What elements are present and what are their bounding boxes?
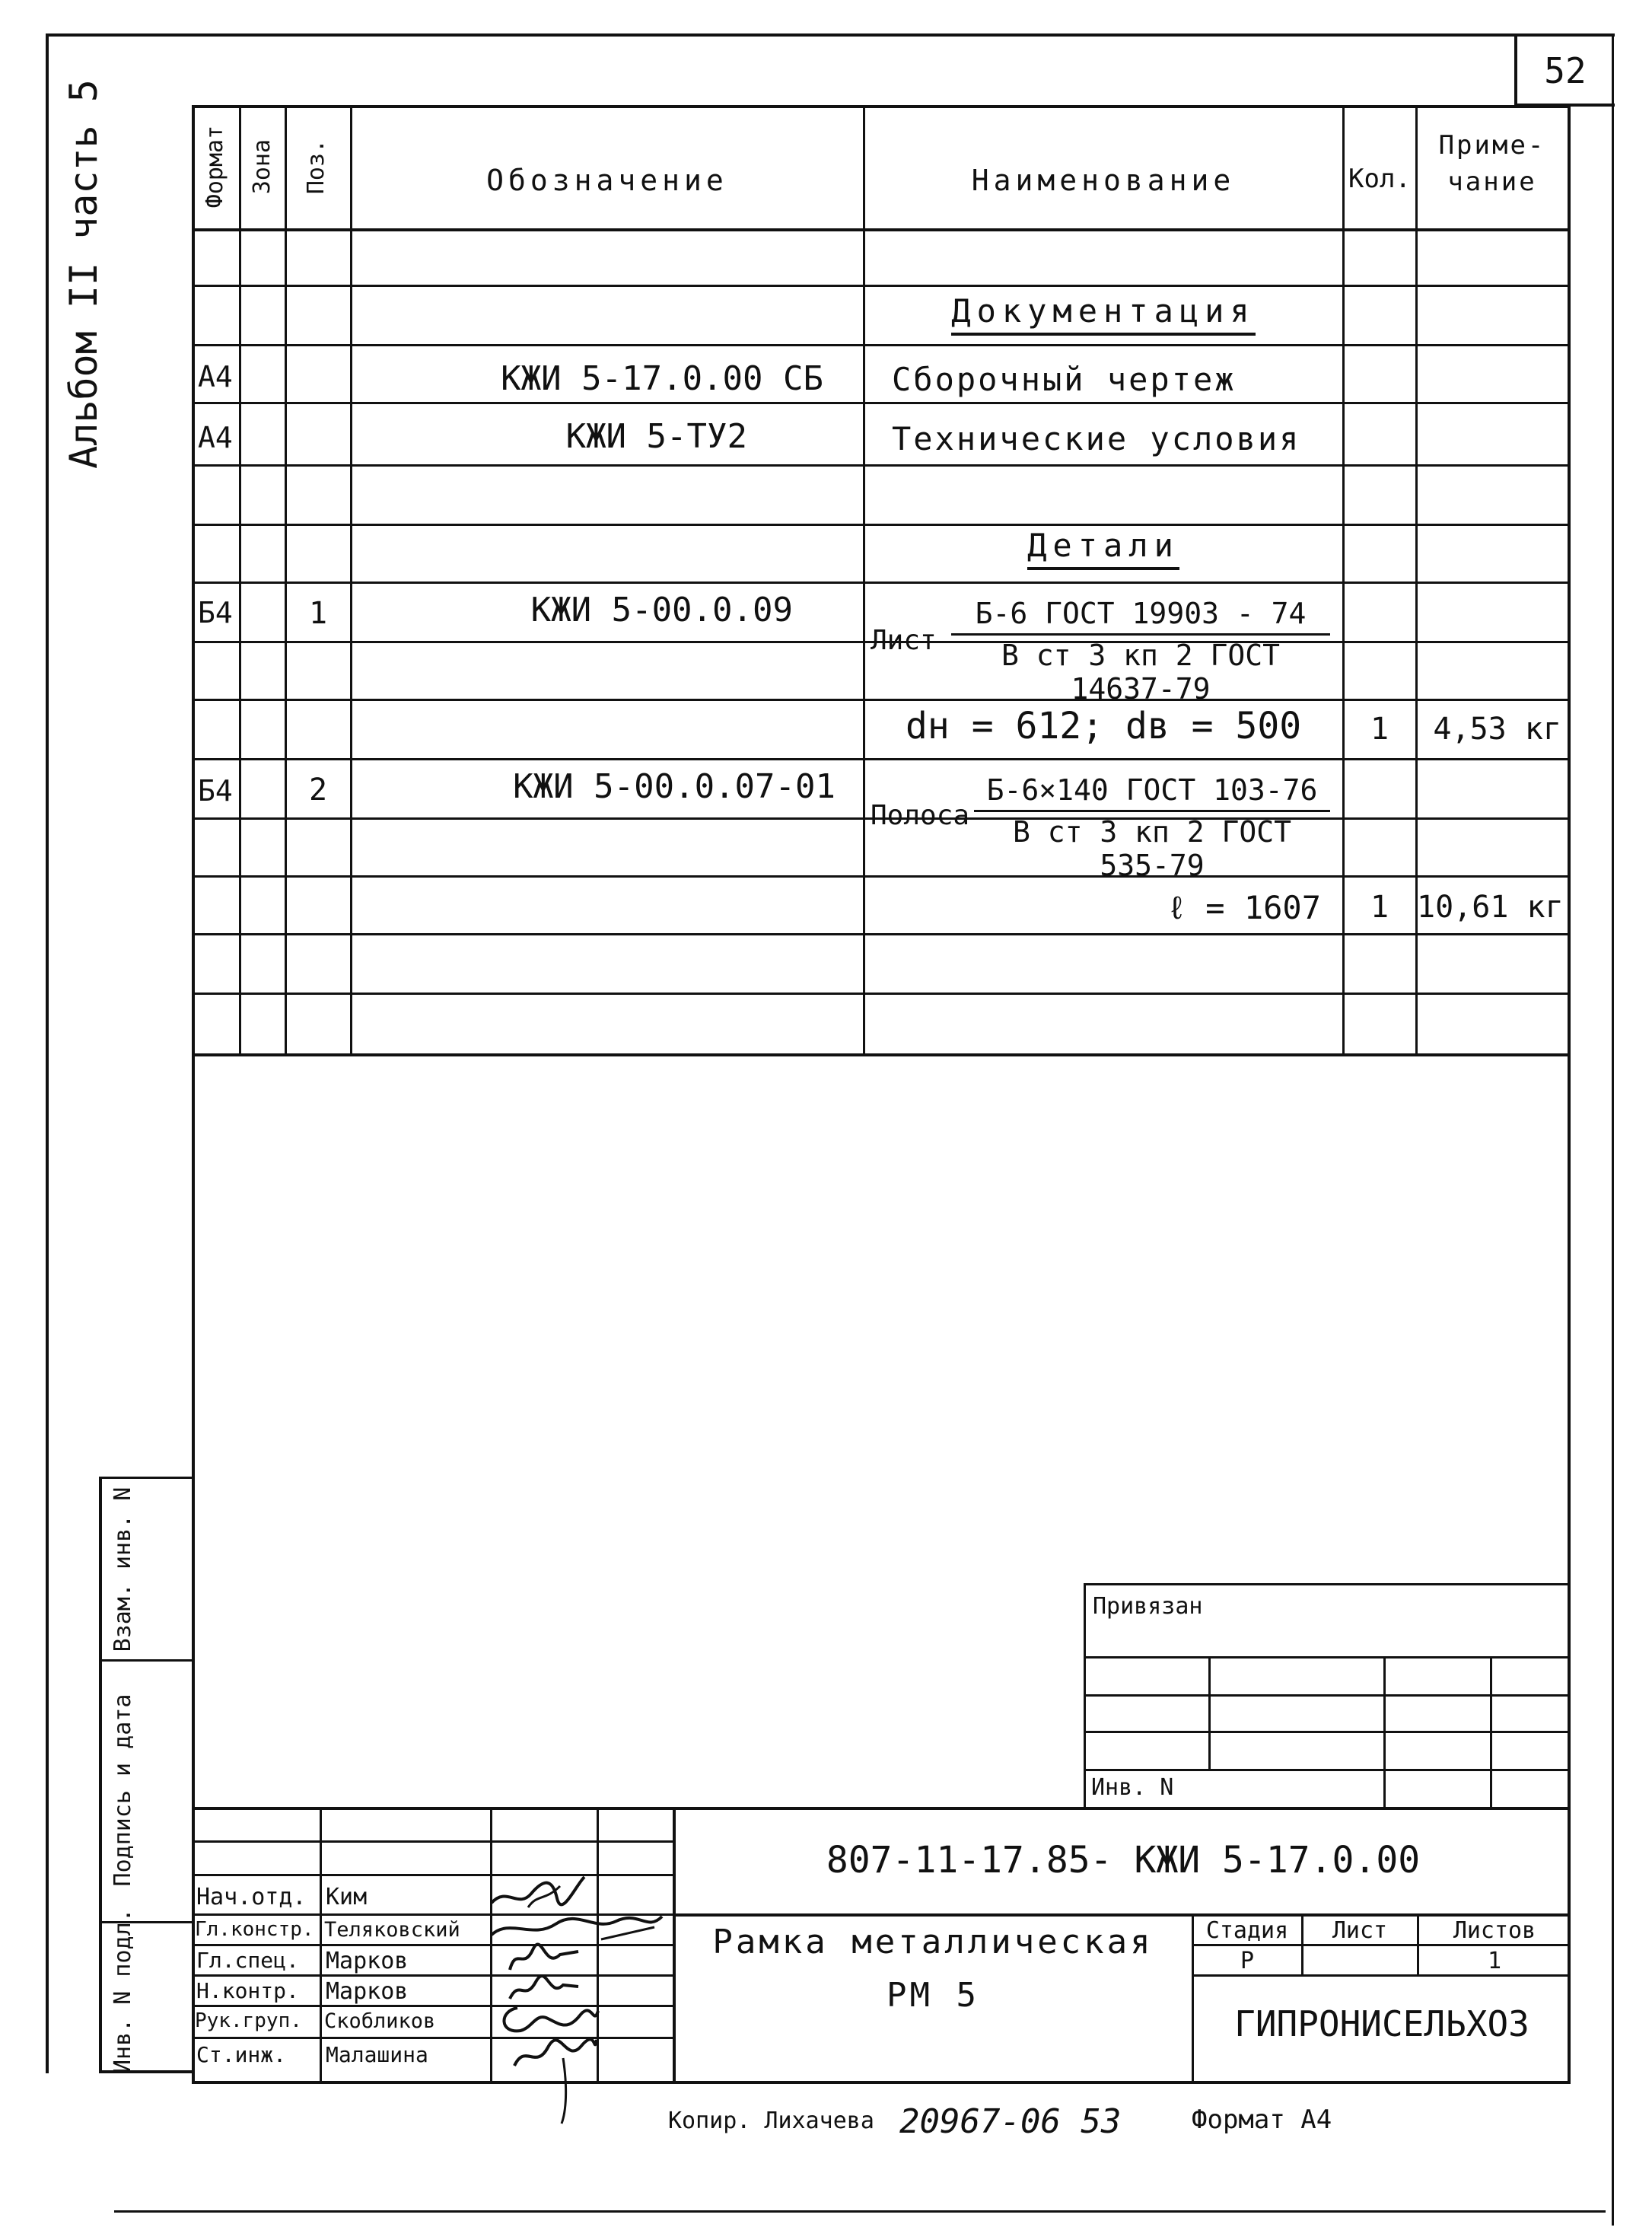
tb-sheets: 1 bbox=[1487, 1948, 1502, 1974]
doc1-format: А4 bbox=[198, 360, 233, 394]
header-name: Наименование bbox=[971, 164, 1236, 197]
tb-stage-label: Стадия bbox=[1205, 1917, 1289, 1944]
tb-stage: Р bbox=[1240, 1948, 1255, 1974]
doc1-name: Сборочный чертеж bbox=[892, 361, 1237, 398]
det2-fraction-den: В ст 3 кп 2 ГОСТ 535-79 bbox=[1012, 815, 1292, 882]
priv-inv: Инв. N bbox=[1091, 1774, 1174, 1801]
tb-left-row bbox=[192, 1874, 673, 1876]
person-2: Теляковский bbox=[324, 1918, 460, 1942]
det1-qty: 1 bbox=[1370, 712, 1389, 747]
doc2-name: Технические условия bbox=[892, 420, 1301, 457]
det1-fraction-num: Б-6 ГОСТ 19903 - 74 bbox=[951, 597, 1330, 636]
footer-copied: Копир. Лихачева bbox=[668, 2108, 874, 2134]
priv-row bbox=[1084, 1694, 1571, 1697]
role-6: Ст.инж. bbox=[196, 2042, 287, 2067]
tb-org: ГИПРОНИСЕЛЬХОЗ bbox=[1234, 2003, 1529, 2044]
role-5: Рук.груп. bbox=[195, 2009, 302, 2032]
det1-pos: 1 bbox=[308, 596, 328, 631]
priv-col bbox=[1383, 1656, 1386, 1808]
det2-fraction bbox=[974, 773, 1330, 882]
tb-name-1: Рамка металлическая bbox=[712, 1923, 1154, 1961]
row-line bbox=[192, 285, 1571, 287]
tb-left-row bbox=[192, 1840, 673, 1843]
col-line-4 bbox=[863, 105, 865, 1055]
header-pos: Поз. bbox=[303, 139, 329, 195]
left-stamp-line bbox=[99, 1659, 193, 1662]
row-line bbox=[192, 582, 1571, 584]
row-line bbox=[192, 524, 1571, 526]
footer-format: Формат А4 bbox=[1192, 2105, 1332, 2135]
tb-code-bottom bbox=[673, 1913, 1571, 1917]
page-number: 52 bbox=[1544, 50, 1587, 91]
row-line bbox=[192, 758, 1571, 760]
tb-top bbox=[192, 1807, 1571, 1810]
det1-prefix: Лист bbox=[871, 625, 937, 656]
section-documentation-text: Документация bbox=[951, 292, 1255, 336]
table-top bbox=[192, 105, 1571, 108]
person-1: Ким bbox=[326, 1884, 368, 1910]
tb-col bbox=[320, 1807, 322, 2082]
priv-row bbox=[1084, 1731, 1571, 1733]
priv-col bbox=[1208, 1656, 1211, 1770]
doc2-designation: КЖИ 5-ТУ2 bbox=[565, 417, 747, 456]
album-label: Альбом II часть 5 bbox=[62, 79, 106, 469]
right-edge-line bbox=[1612, 33, 1614, 2226]
left-stamp-outer bbox=[99, 1477, 102, 2073]
inner-frame-bottom bbox=[192, 2081, 1571, 2084]
col-line-1 bbox=[239, 105, 241, 1055]
det1-dims: dн = 612; dв = 500 bbox=[906, 705, 1302, 747]
section-details-text: Детали bbox=[1027, 527, 1179, 570]
det2-qty: 1 bbox=[1370, 890, 1389, 925]
section-documentation bbox=[864, 292, 1342, 330]
person-6: Малашина bbox=[326, 2042, 428, 2067]
priv-title: Привязан bbox=[1093, 1593, 1203, 1620]
det2-prefix: Полоса bbox=[871, 800, 970, 831]
left-stamp-line bbox=[99, 1477, 193, 1479]
header-bottom bbox=[192, 228, 1571, 231]
person-3: Марков bbox=[326, 1948, 409, 1974]
col-line-3 bbox=[350, 105, 352, 1055]
table-bottom bbox=[192, 1053, 1571, 1056]
person-4: Марков bbox=[326, 1978, 409, 2005]
bottom-rule bbox=[114, 2210, 1606, 2213]
priv-row bbox=[1084, 1656, 1571, 1658]
row-line bbox=[192, 402, 1571, 404]
tb-sheet-label: Лист bbox=[1332, 1917, 1388, 1944]
header-format: Формат bbox=[202, 125, 228, 209]
role-1: Нач.отд. bbox=[196, 1884, 307, 1910]
det1-designation: КЖИ 5-00.0.09 bbox=[530, 591, 793, 629]
role-2: Гл.констр. bbox=[195, 1918, 314, 1941]
priv-row bbox=[1084, 1769, 1571, 1771]
role-3: Гл.спец. bbox=[196, 1948, 299, 1973]
inv-label: Инв. N подл. bbox=[110, 1908, 136, 2073]
header-qty: Кол. bbox=[1348, 164, 1411, 194]
row-line bbox=[192, 875, 1571, 878]
col-line-2 bbox=[285, 105, 287, 1055]
det2-mass: 10,61 кг bbox=[1417, 890, 1564, 925]
det1-format: Б4 bbox=[198, 596, 233, 629]
outer-frame-left bbox=[46, 33, 49, 2073]
row-line bbox=[192, 464, 1571, 467]
det2-pos: 2 bbox=[308, 773, 328, 808]
det1-mass: 4,53 кг bbox=[1433, 712, 1561, 747]
outer-frame-top bbox=[46, 33, 1615, 37]
det2-designation: КЖИ 5-00.0.07-01 bbox=[513, 767, 836, 806]
doc1-designation: КЖИ 5-17.0.00 СБ bbox=[501, 359, 823, 398]
row-line bbox=[192, 993, 1571, 995]
header-note-1: Приме- bbox=[1438, 130, 1546, 161]
header-note-2: чание bbox=[1447, 167, 1537, 197]
signature-6 bbox=[502, 2028, 601, 2127]
det2-format: Б4 bbox=[198, 774, 233, 808]
tb-stage-row bbox=[1192, 1944, 1571, 1946]
det2-dims: ℓ = 1607 bbox=[1167, 889, 1321, 926]
person-5: Скобликов bbox=[324, 2009, 436, 2033]
header-designation: Обозначение bbox=[486, 164, 728, 197]
priv-col bbox=[1490, 1656, 1492, 1808]
row-line bbox=[192, 699, 1571, 701]
det1-fraction-den: В ст 3 кп 2 ГОСТ 14637-79 bbox=[1001, 639, 1281, 706]
role-4: Н.контр. bbox=[196, 1978, 299, 2003]
det1-fraction bbox=[951, 597, 1330, 706]
det2-fraction-num: Б-6×140 ГОСТ 103-76 bbox=[974, 773, 1330, 812]
doc2-format: А4 bbox=[198, 421, 233, 454]
priv-top bbox=[1084, 1583, 1571, 1585]
header-zone: Зона bbox=[249, 139, 275, 195]
tb-sheets-label: Листов bbox=[1453, 1917, 1536, 1944]
footer-number: 20967-06 53 bbox=[899, 2102, 1122, 2141]
row-line bbox=[192, 344, 1571, 346]
tb-left-row bbox=[192, 1974, 673, 1977]
vzam-label: Взам. инв. N bbox=[110, 1486, 136, 1652]
row-line bbox=[192, 933, 1571, 935]
tb-code: 807-11-17.85- КЖИ 5-17.0.00 bbox=[826, 1839, 1421, 1882]
section-details bbox=[864, 527, 1342, 564]
podpis-label: Подпись и дата bbox=[110, 1694, 136, 1887]
tb-name-2: РМ 5 bbox=[886, 1976, 979, 2015]
tb-stage-row bbox=[1192, 1974, 1571, 1977]
